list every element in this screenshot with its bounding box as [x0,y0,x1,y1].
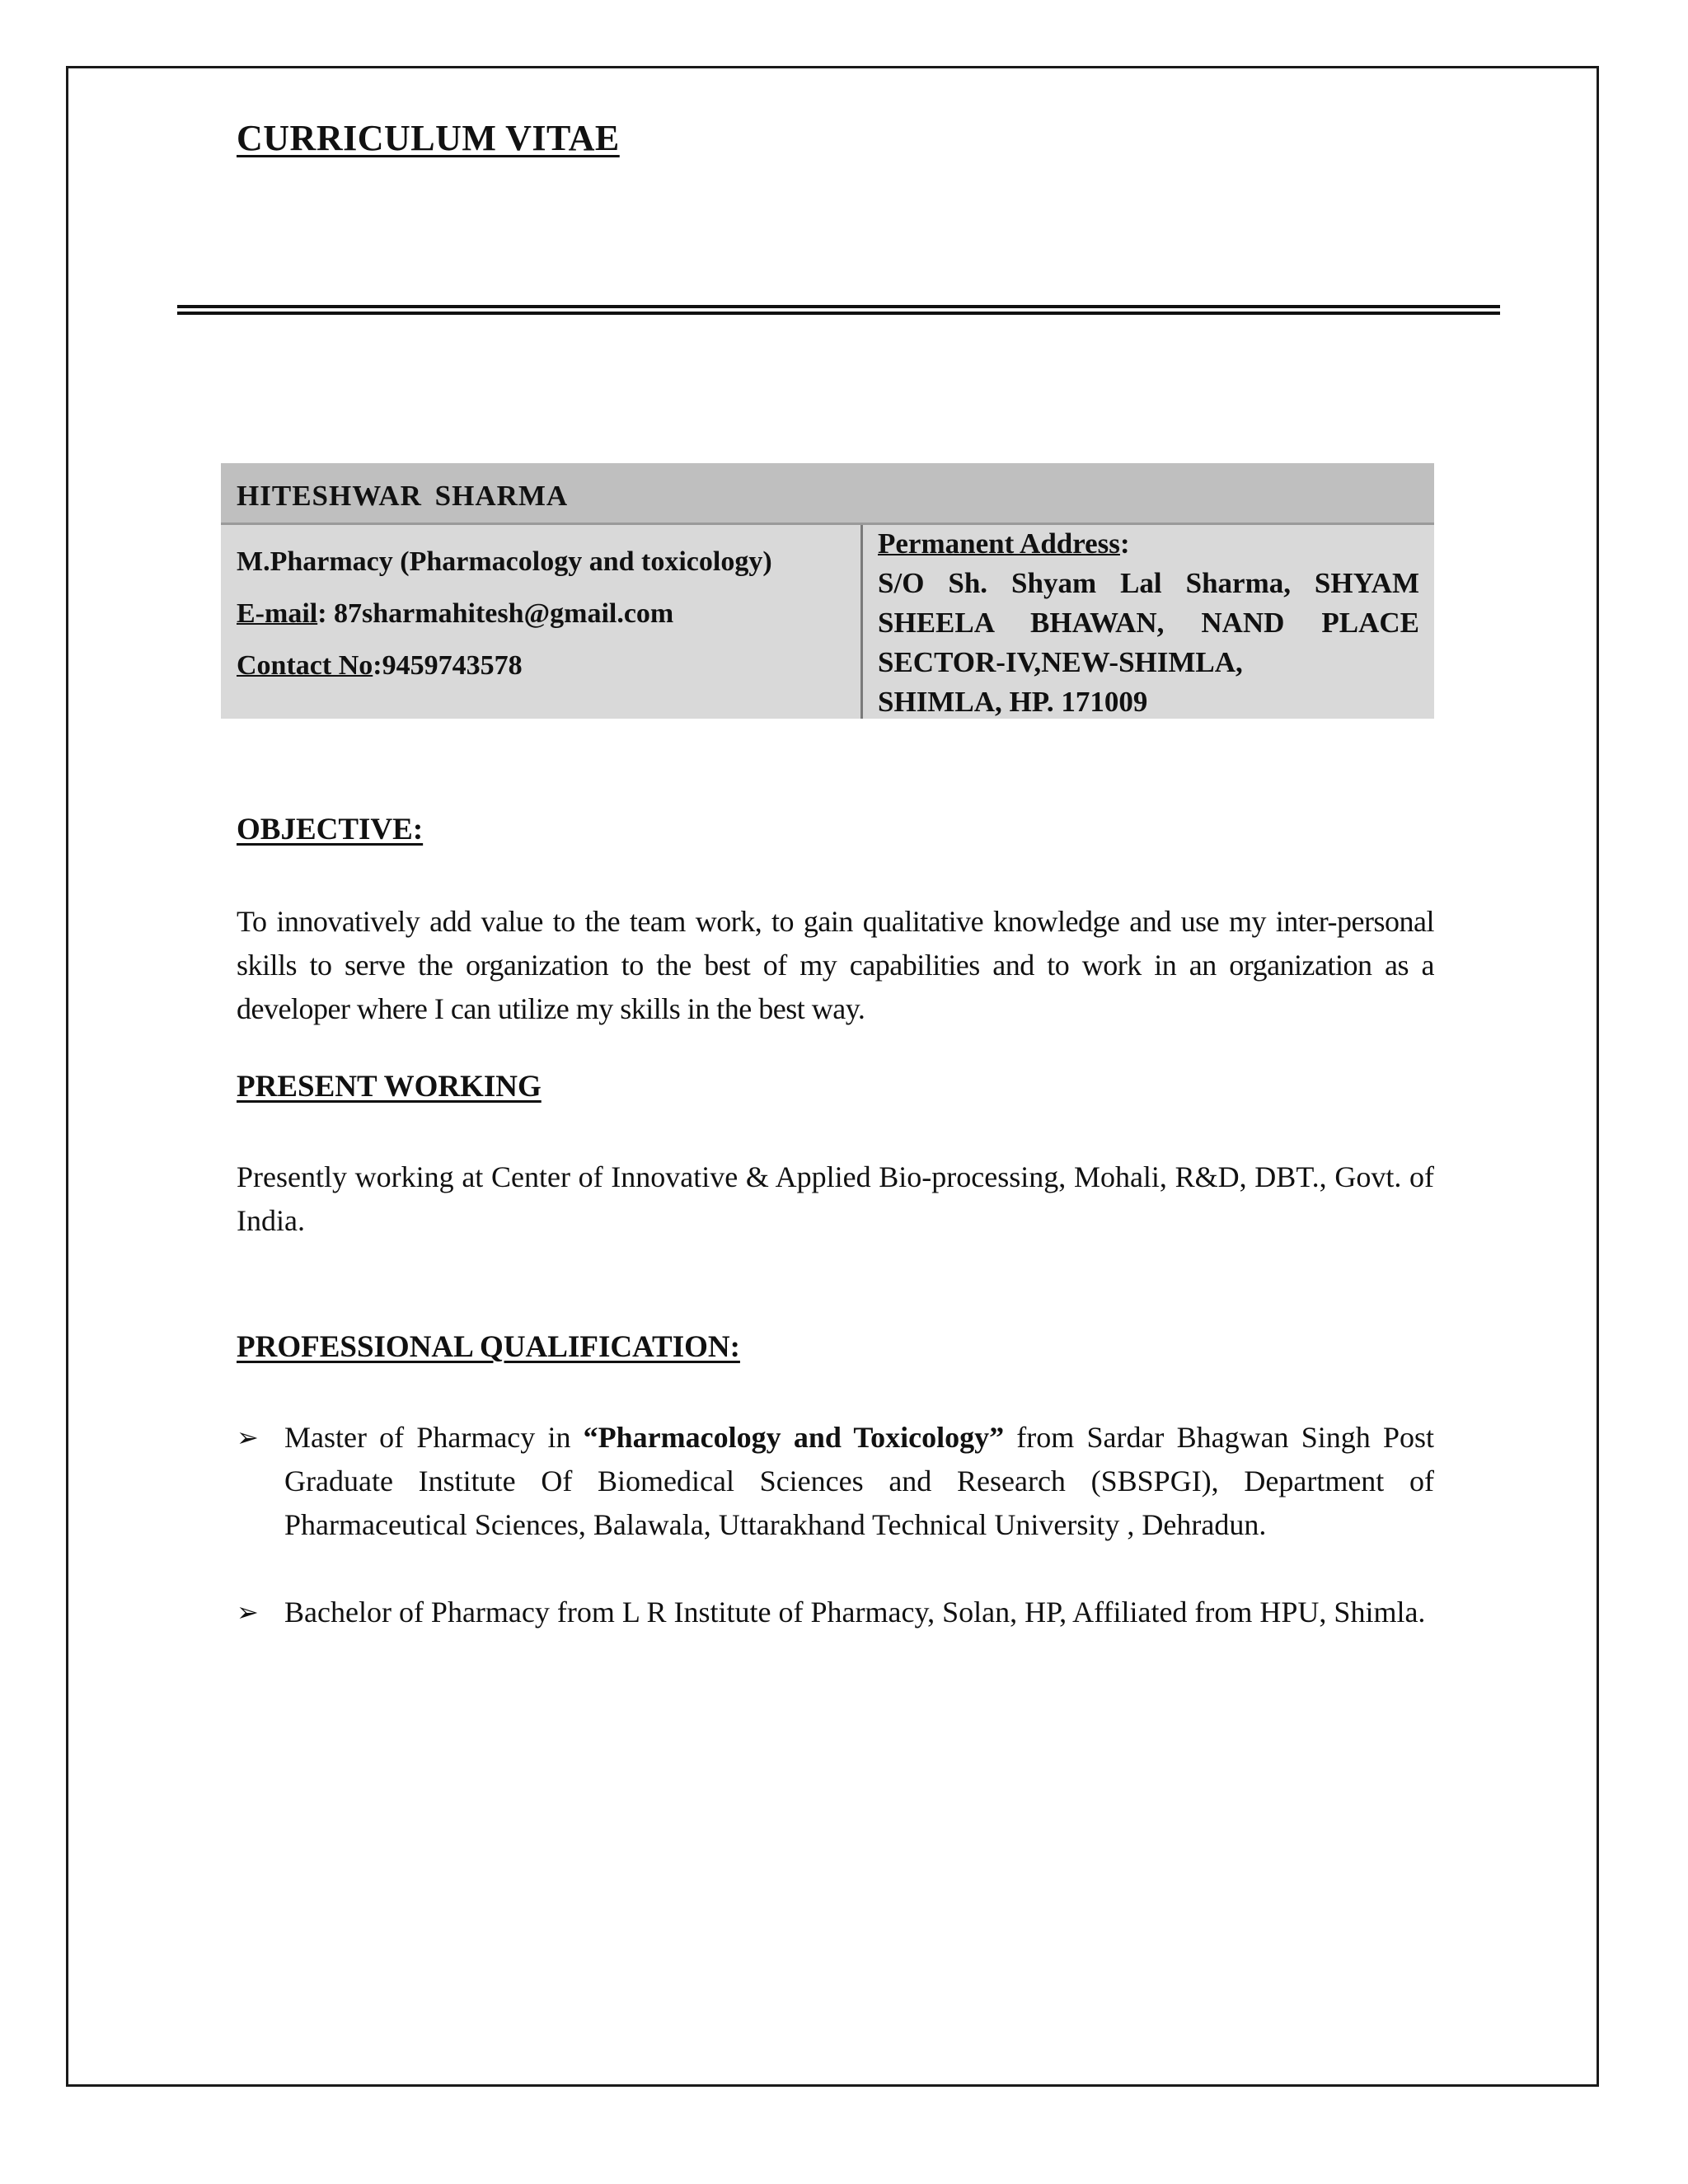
objective-heading: OBJECTIVE: [237,813,424,846]
qualification-text-part: from Sardar Bhagwan Singh Post Graduate Institute Of Biomedical Sciences and Research (SBSPGI), Department of Pharmaceutical Sciences, Balawala, Uttarakhand Technical University , Dehradun. [284,1421,1434,1541]
address-label: Permanent Address [878,527,1120,560]
address-block [878,564,1419,722]
qualification-text-part: Bachelor of Pharmacy from L R Institute of Pharmacy, Solan, HP, Affiliated from HPU, Shimla. [284,1596,1426,1629]
qualification-item-text [284,1591,1434,1634]
qualification-text-part: Master of Pharmacy in [284,1421,584,1454]
profile-column-divider [860,525,863,719]
title-double-rule [177,305,1500,315]
email-label: E-mail [237,598,318,629]
email-line [237,598,673,630]
candidate-name: HITESHWAR SHARMA [237,480,569,512]
address-line-4: SHIMLA, HP. 171009 [878,686,1148,718]
contact-label: Contact No [237,650,373,681]
address-line-2: SHEELA BHAWAN, NAND PLACE [878,607,1419,639]
degree-line: M.Pharmacy (Pharmacology and toxicology) [237,546,772,577]
profile-header-row [221,463,1434,525]
qualification-specialization: “Pharmacology and Toxicology” [583,1421,1005,1454]
arrow-bullet-icon: ➢ [237,1596,259,1628]
objective-text: To innovatively add value to the team work, to gain qualitative knowledge and use my inter-personal skills to serve the organization to the best of my capabilities and to work in an organization as a developer where I can utilize my skills in the best way. [237,905,1434,1025]
present-working-heading: PRESENT WORKING [237,1070,542,1104]
contact-line [237,650,523,682]
address-heading [878,527,1130,560]
qualification-item-text [284,1416,1434,1547]
present-working-text: Presently working at Center of Innovative & Applied Bio-processing, Mohali, R&D, DBT., Govt. of India. [237,1160,1434,1237]
address-line-3: SECTOR-IV,NEW-SHIMLA, [878,646,1243,678]
document-title: CURRICULUM VITAE [237,118,620,158]
profile-table [221,463,1434,719]
email-value[interactable]: : 87sharmahitesh@gmail.com [317,598,674,629]
address-line-1: S/O Sh. Shyam Lal Sharma, SHYAM [878,567,1419,599]
contact-value: :9459743578 [373,650,523,681]
address-label-colon: : [1119,527,1130,560]
qualification-heading: PROFESSIONAL QUALIFICATION: [237,1330,740,1364]
arrow-bullet-icon: ➢ [237,1422,259,1453]
